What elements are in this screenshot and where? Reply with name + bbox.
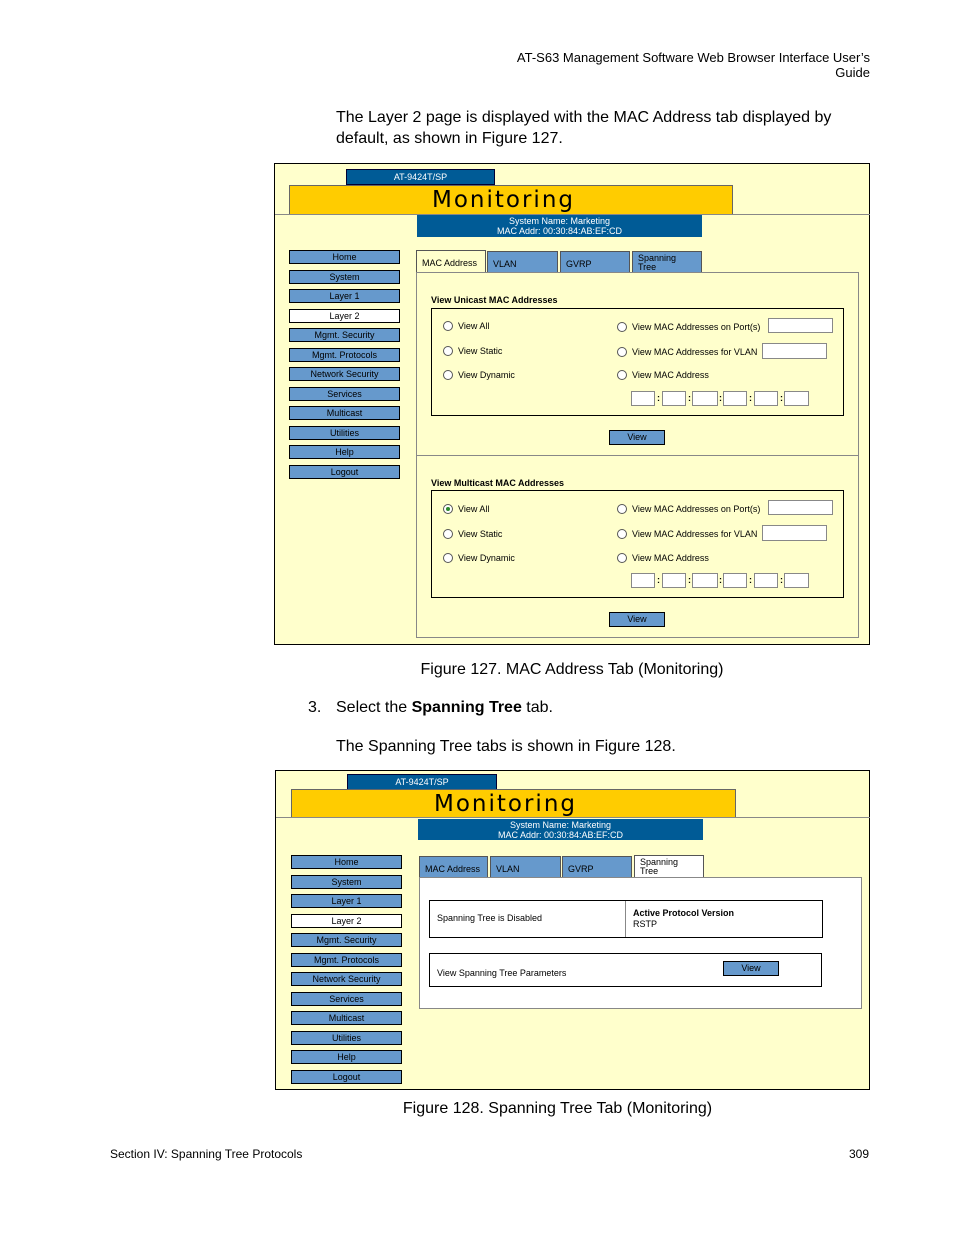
unicast-box	[431, 308, 844, 416]
nav-multicast[interactable]: Multicast	[291, 1011, 402, 1025]
step-number: 3.	[308, 699, 322, 716]
spanning-tree-status: Spanning Tree is Disabled	[437, 913, 543, 923]
guide-title: AT-S63 Management Software Web Browser Interface User’s Guide	[516, 50, 870, 80]
system-info	[417, 215, 702, 237]
unicast-on-ports[interactable]	[617, 322, 760, 333]
nav-logout[interactable]: Logout	[289, 465, 400, 479]
model-label: AT-9424T/SP	[346, 169, 495, 185]
unicast-mac-octet-4[interactable]	[723, 391, 747, 406]
multicast-view-all[interactable]	[443, 504, 489, 515]
page-number: 309	[848, 1147, 869, 1161]
unicast-mac-octet-1[interactable]	[631, 391, 655, 406]
tab-vlan[interactable]: VLAN	[490, 856, 561, 878]
label: View Dynamic	[458, 553, 515, 563]
multicast-view-button[interactable]: View	[609, 612, 665, 627]
label: View MAC Address	[632, 553, 709, 563]
figure-128	[275, 770, 870, 1090]
radio-icon	[617, 347, 627, 357]
banner-title: Monitoring	[432, 187, 575, 213]
nav-services[interactable]: Services	[291, 992, 402, 1006]
divider	[276, 817, 870, 818]
intro-paragraph: The Layer 2 page is displayed with the MAC Address tab displayed by default, as shown in Figure 127.	[336, 109, 832, 147]
spanning-tree-panel	[419, 877, 862, 1009]
multicast-for-vlan[interactable]	[617, 529, 757, 540]
nav-multicast[interactable]: Multicast	[289, 406, 400, 420]
unicast-mac-address[interactable]	[617, 370, 709, 381]
multicast-mac-octet-6[interactable]	[784, 573, 809, 588]
colon: :	[749, 393, 752, 403]
radio-icon	[443, 529, 453, 539]
label: View MAC Addresses on Port(s)	[632, 322, 761, 332]
banner-title: Monitoring	[434, 791, 577, 817]
nav-system[interactable]: System	[289, 270, 400, 284]
nav-layer2[interactable]: Layer 2	[289, 309, 400, 323]
label: View MAC Address	[632, 370, 709, 380]
unicast-vlan-input[interactable]	[762, 343, 827, 359]
multicast-on-ports[interactable]	[617, 504, 760, 515]
colon: :	[719, 575, 722, 585]
unicast-mac-octet-6[interactable]	[784, 391, 809, 406]
multicast-ports-input[interactable]	[768, 500, 833, 515]
tab-spanning-tree[interactable]	[632, 251, 702, 273]
monitoring-banner	[289, 185, 733, 215]
nav-utilities[interactable]: Utilities	[289, 426, 400, 440]
nav-mgmt-protocols[interactable]: Mgmt. Protocols	[291, 953, 402, 967]
unicast-view-all[interactable]	[443, 321, 489, 332]
model-label: AT-9424T/SP	[347, 774, 497, 790]
radio-selected-icon	[443, 504, 453, 514]
nav-mgmt-security[interactable]: Mgmt. Security	[291, 933, 402, 947]
label: View All	[458, 504, 490, 514]
radio-icon	[617, 553, 627, 563]
multicast-mac-octet-3[interactable]	[692, 573, 718, 588]
label: View Static	[458, 346, 503, 356]
mac-address-panel	[416, 272, 859, 638]
colon: :	[719, 393, 722, 403]
unicast-view-static[interactable]	[443, 346, 502, 357]
radio-icon	[443, 370, 453, 380]
radio-icon	[617, 322, 627, 332]
step-text-bold: Spanning Tree	[411, 699, 522, 716]
label: View MAC Addresses for VLAN	[632, 347, 758, 357]
multicast-mac-octet-5[interactable]	[754, 573, 778, 588]
colon: :	[749, 575, 752, 585]
colon: :	[657, 575, 660, 585]
colon: :	[780, 393, 783, 403]
unicast-view-button[interactable]: View	[609, 430, 665, 445]
radio-icon	[443, 553, 453, 563]
tab-gvrp[interactable]: GVRP	[562, 856, 632, 878]
unicast-ports-input[interactable]	[768, 318, 833, 333]
tab-tree-label: Tree	[640, 866, 659, 876]
system-name: System Name: Marketing	[509, 820, 612, 830]
colon: :	[688, 575, 691, 585]
step-3-text	[336, 699, 553, 717]
nav-home[interactable]: Home	[291, 855, 402, 869]
tab-spanning-tree[interactable]	[634, 855, 704, 878]
figure-127	[274, 163, 870, 645]
mac-addr: MAC Addr: 00:30:84:AB:EF:CD	[497, 830, 624, 840]
unicast-mac-octet-3[interactable]	[692, 391, 718, 406]
nav-home[interactable]: Home	[289, 250, 400, 264]
radio-icon	[443, 346, 453, 356]
figure-128-caption: Figure 128. Spanning Tree Tab (Monitoring)	[402, 1100, 713, 1117]
params-label: View Spanning Tree Parameters	[437, 968, 567, 978]
monitoring-banner	[291, 789, 736, 818]
step-text-pre: Select the	[336, 699, 412, 716]
nav-help[interactable]: Help	[289, 445, 400, 459]
radio-icon	[617, 529, 627, 539]
tab-mac-address[interactable]: MAC Address	[416, 250, 486, 273]
colon: :	[688, 393, 691, 403]
params-box	[429, 953, 822, 987]
step-text-post: tab.	[521, 699, 553, 716]
nav-network-security[interactable]: Network Security	[289, 367, 400, 381]
nav-mgmt-security[interactable]: Mgmt. Security	[289, 328, 400, 342]
nav-network-security[interactable]: Network Security	[291, 972, 402, 986]
label: View MAC Addresses for VLAN	[632, 529, 758, 539]
label: View Static	[458, 529, 503, 539]
nav-layer2[interactable]: Layer 2	[291, 914, 402, 928]
tab-gvrp[interactable]: GVRP	[560, 251, 630, 273]
multicast-vlan-input[interactable]	[762, 525, 827, 541]
nav-utilities[interactable]: Utilities	[291, 1031, 402, 1045]
tab-spanning-label: Spanning	[638, 253, 677, 263]
unicast-mac-octet-5[interactable]	[754, 391, 778, 406]
unicast-view-dynamic[interactable]	[443, 370, 515, 381]
section-divider	[417, 455, 858, 456]
mac-addr: MAC Addr: 00:30:84:AB:EF:CD	[496, 226, 623, 236]
label: View MAC Addresses on Port(s)	[632, 504, 761, 514]
nav-services[interactable]: Services	[289, 387, 400, 401]
multicast-view-dynamic[interactable]	[443, 553, 515, 564]
label: View Dynamic	[458, 370, 515, 380]
label: View All	[458, 321, 490, 331]
nav-help[interactable]: Help	[291, 1050, 402, 1064]
multicast-mac-octet-4[interactable]	[723, 573, 747, 588]
unicast-for-vlan[interactable]	[617, 347, 757, 358]
unicast-title: View Unicast MAC Addresses	[431, 295, 558, 305]
unicast-mac-octet-2[interactable]	[662, 391, 686, 406]
tab-mac-address[interactable]: MAC Address	[419, 856, 488, 878]
active-protocol-label: Active Protocol Version	[633, 908, 735, 918]
multicast-view-static[interactable]	[443, 529, 502, 540]
nav-logout[interactable]: Logout	[291, 1070, 402, 1084]
para-2: The Spanning Tree tabs is shown in Figure 128.	[336, 738, 676, 755]
figure-127-caption: Figure 127. MAC Address Tab (Monitoring)	[420, 661, 724, 678]
status-box	[429, 900, 823, 938]
tab-spanning-label: Spanning	[640, 857, 679, 867]
tab-tree-label: Tree	[638, 262, 657, 272]
multicast-box	[431, 490, 844, 598]
multicast-mac-address[interactable]	[617, 553, 709, 564]
nav-layer1[interactable]: Layer 1	[289, 289, 400, 303]
colon: :	[780, 575, 783, 585]
vertical-divider	[625, 901, 626, 937]
multicast-mac-octet-1[interactable]	[631, 573, 655, 588]
params-view-button[interactable]: View	[723, 961, 779, 976]
radio-icon	[443, 321, 453, 331]
tab-vlan[interactable]: VLAN	[487, 251, 558, 273]
system-name: System Name: Marketing	[508, 216, 611, 226]
multicast-mac-octet-2[interactable]	[662, 573, 686, 588]
system-info	[418, 819, 703, 840]
nav-system[interactable]: System	[291, 875, 402, 889]
multicast-title: View Multicast MAC Addresses	[431, 478, 565, 488]
radio-icon	[617, 370, 627, 380]
nav-mgmt-protocols[interactable]: Mgmt. Protocols	[289, 348, 400, 362]
colon: :	[657, 393, 660, 403]
radio-icon	[617, 504, 627, 514]
footer-section: Section IV: Spanning Tree Protocols	[110, 1147, 303, 1161]
active-protocol-value: RSTP	[633, 919, 658, 929]
nav-layer1[interactable]: Layer 1	[291, 894, 402, 908]
